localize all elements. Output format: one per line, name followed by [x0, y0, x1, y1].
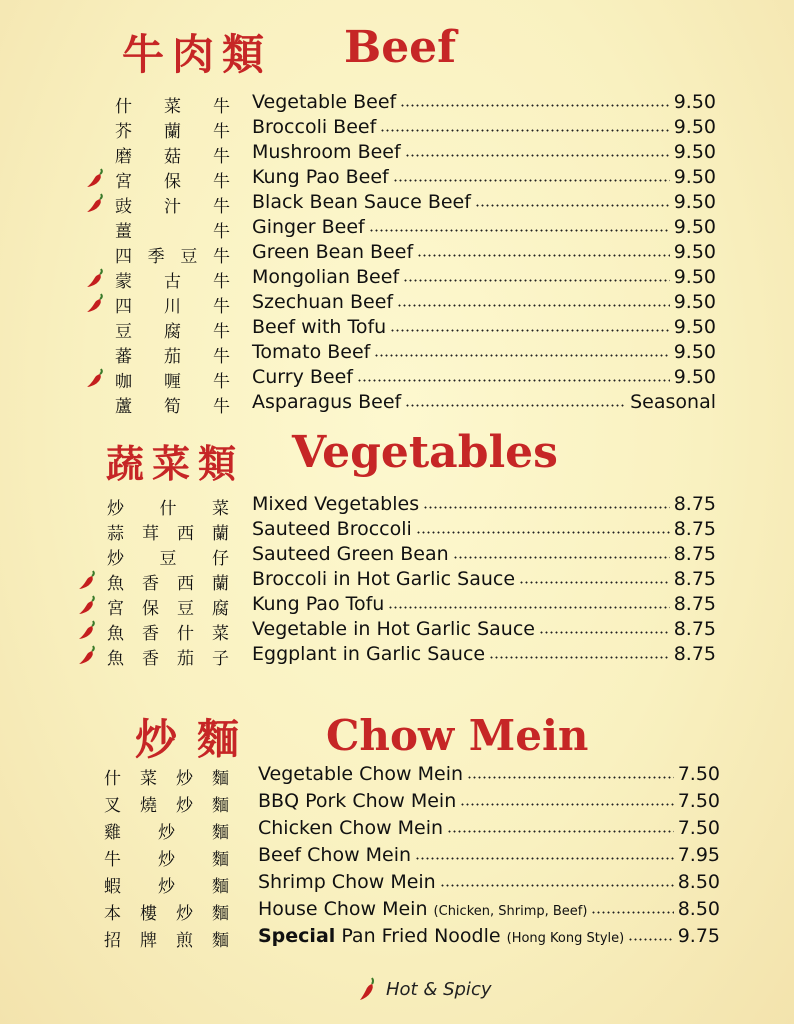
leader-dots: [489, 656, 670, 659]
item-name: [252, 493, 419, 515]
item-price: 8.75: [673, 593, 716, 615]
item-price: 9.50: [673, 341, 716, 363]
item-name-zh: 炒 豆 仔: [107, 549, 229, 569]
leader-dots: [475, 204, 670, 207]
leader-dots: [397, 304, 670, 307]
item-name: [252, 291, 393, 313]
item-price: 8.75: [673, 618, 716, 640]
leader-dots: [400, 104, 669, 107]
leader-dots: [417, 254, 670, 257]
menu-item: [0, 816, 794, 843]
item-name-zh: 炒 什 菜: [107, 499, 229, 519]
item-name: [258, 898, 587, 920]
item-name-text: Chicken Chow Mein: [258, 817, 444, 839]
item-name-text: Vegetable Beef: [252, 91, 397, 113]
item-name-zh: 牛 炒 麵: [104, 850, 229, 870]
item-name: [252, 568, 515, 590]
chili-icon: [77, 645, 99, 665]
menu-item: [0, 90, 794, 115]
item-name-zh: 魚 香 西 蘭: [107, 574, 229, 594]
item-note: (Hong Kong Style): [506, 931, 625, 946]
item-name: [252, 266, 399, 288]
item-price: 7.50: [677, 763, 720, 785]
menu-item: [0, 567, 794, 592]
menu-item: [0, 924, 794, 951]
item-name-zh: 什 菜 牛: [115, 97, 230, 117]
leader-dots: [405, 154, 670, 157]
chili-icon: [85, 193, 107, 213]
leader-dots: [447, 830, 674, 833]
item-name: [252, 241, 413, 263]
item-name-text: Pan Fried Noodle: [341, 925, 501, 947]
chili-icon: [85, 293, 107, 313]
leader-dots: [393, 179, 670, 182]
item-name-zh: 雞 炒 麵: [104, 823, 229, 843]
item-name: [252, 366, 353, 388]
item-name: [258, 925, 624, 947]
menu-item: [0, 542, 794, 567]
item-name: [252, 91, 396, 113]
item-name-text: Black Bean Sauce Beef: [252, 191, 471, 213]
item-name: [252, 166, 389, 188]
item-name-text: Kung Pao Beef: [252, 166, 389, 188]
item-price: 9.75: [677, 925, 720, 947]
item-price: 9.50: [673, 316, 716, 338]
item-name-zh: 招 牌 煎 麵: [104, 931, 229, 951]
leader-dots: [403, 279, 670, 282]
item-price: 9.50: [673, 241, 716, 263]
legend-label: Hot & Spicy: [386, 978, 492, 1000]
item-price: 9.50: [673, 291, 716, 313]
menu-item: [0, 390, 794, 415]
menu-item: [0, 315, 794, 340]
menu-item: [0, 617, 794, 642]
item-name-zh: 芥 蘭 牛: [115, 122, 230, 142]
menu-item: [0, 789, 794, 816]
item-name: [252, 141, 401, 163]
beef-items: [0, 90, 794, 415]
item-price: 9.50: [673, 166, 716, 188]
leader-dots: [405, 404, 626, 407]
item-name-text: BBQ Pork Chow Mein: [258, 790, 457, 812]
item-name-zh: 魚 香 茄 子: [107, 649, 229, 669]
item-price: 9.50: [673, 191, 716, 213]
leader-dots: [467, 776, 674, 779]
menu-item: [0, 290, 794, 315]
chowmein-title-en: Chow Mein: [326, 711, 589, 760]
menu-item: [0, 365, 794, 390]
item-note: (Chicken, Shrimp, Beef): [433, 904, 588, 919]
leader-dots: [357, 379, 670, 382]
menu-item: [0, 190, 794, 215]
item-name: [252, 518, 412, 540]
item-name-text: Green Bean Beef: [252, 241, 414, 263]
item-name: [252, 216, 365, 238]
item-name-text: Broccoli in Hot Garlic Sauce: [252, 568, 516, 590]
legend: [358, 976, 492, 1002]
menu-item: [0, 340, 794, 365]
item-price: 9.50: [673, 116, 716, 138]
leader-dots: [390, 329, 669, 332]
item-price: 8.50: [677, 898, 720, 920]
item-price: 9.50: [673, 366, 716, 388]
menu-item: [0, 843, 794, 870]
item-name: [252, 341, 370, 363]
item-price: 8.50: [677, 871, 720, 893]
item-name-zh: 四 川 牛: [115, 297, 230, 317]
leader-dots: [460, 803, 673, 806]
item-price: 9.50: [673, 216, 716, 238]
item-name-text: Beef Chow Mein: [258, 844, 412, 866]
item-name: [252, 316, 386, 338]
leader-dots: [453, 556, 670, 559]
leader-dots: [415, 857, 674, 860]
beef-section: [0, 12, 794, 415]
leader-dots: [519, 581, 670, 584]
item-name: [252, 618, 535, 640]
leader-dots: [380, 129, 669, 132]
menu-item: [0, 140, 794, 165]
item-name-zh: 豆 腐 牛: [115, 322, 230, 342]
item-price: 9.50: [673, 91, 716, 113]
chili-icon: [358, 976, 380, 1002]
item-name-text: House Chow Mein: [258, 898, 428, 920]
item-name-zh: 宮 保 牛: [115, 172, 230, 192]
item-name: [252, 391, 401, 413]
menu-item: [0, 517, 794, 542]
item-name-text: Sauteed Green Bean: [252, 543, 449, 565]
chili-icon: [85, 268, 107, 288]
item-name-text: Mixed Vegetables: [252, 493, 420, 515]
item-name-text: Vegetable Chow Mein: [258, 763, 464, 785]
chowmein-title-zh: 炒麵: [135, 715, 260, 764]
item-name-zh: 蝦 炒 麵: [104, 877, 229, 897]
vegetables-header: [0, 425, 794, 492]
item-name-text: Asparagus Beef: [252, 391, 402, 413]
item-name-text: Kung Pao Tofu: [252, 593, 385, 615]
item-name: [258, 817, 443, 839]
beef-header: [0, 12, 794, 90]
item-name: [252, 593, 384, 615]
item-name-zh: 什 菜 炒 麵: [104, 769, 229, 789]
menu-item: [0, 592, 794, 617]
item-name: [258, 790, 456, 812]
item-name-zh: 叉 燒 炒 麵: [104, 796, 229, 816]
item-price: 7.50: [677, 817, 720, 839]
item-price: 9.50: [673, 141, 716, 163]
item-name: [252, 116, 376, 138]
leader-dots: [369, 229, 670, 232]
item-name: [252, 643, 485, 665]
vegetables-section: [0, 425, 794, 667]
menu-item: [0, 240, 794, 265]
item-name: [258, 844, 411, 866]
item-name-zh: 豉 汁 牛: [115, 197, 230, 217]
item-name-text: Mongolian Beef: [252, 266, 400, 288]
menu-item: [0, 762, 794, 789]
item-name-zh: 蒙 古 牛: [115, 272, 230, 292]
item-price: Seasonal: [630, 391, 716, 413]
item-name-text: Szechuan Beef: [252, 291, 394, 313]
chowmein-items: [0, 762, 794, 951]
item-price: 7.50: [677, 790, 720, 812]
chili-icon: [85, 168, 107, 188]
item-name: [252, 191, 471, 213]
item-name-zh: 魚 香 什 菜: [107, 624, 229, 644]
item-name-zh: 宮 保 豆 腐: [107, 599, 229, 619]
leader-dots: [539, 631, 670, 634]
leader-dots: [628, 938, 673, 941]
item-name-text: Ginger Beef: [252, 216, 365, 238]
item-name-zh: 磨 菇 牛: [115, 147, 230, 167]
item-price: 8.75: [673, 568, 716, 590]
item-name-zh: 薑 牛: [115, 222, 230, 242]
item-name-text: Eggplant in Garlic Sauce: [252, 643, 486, 665]
leader-dots: [440, 884, 674, 887]
menu-item: [0, 492, 794, 517]
leader-dots: [388, 606, 669, 609]
menu-item: [0, 265, 794, 290]
menu-item: [0, 897, 794, 924]
menu-item: [0, 870, 794, 897]
chowmein-section: [0, 697, 794, 951]
item-name-zh: 蒜 茸 西 蘭: [107, 524, 229, 544]
item-name-zh: 四 季 豆 牛: [115, 247, 230, 267]
chili-icon: [77, 570, 99, 590]
item-name-text: Mushroom Beef: [252, 141, 401, 163]
leader-dots: [423, 506, 670, 509]
item-price: 8.75: [673, 518, 716, 540]
leader-dots: [591, 911, 673, 914]
chili-icon: [77, 620, 99, 640]
item-name-text: Shrimp Chow Mein: [258, 871, 436, 893]
item-price: 8.75: [673, 493, 716, 515]
item-name-zh: 咖 喱 牛: [115, 372, 230, 392]
item-name: [252, 543, 449, 565]
item-name-zh: 蕃 茄 牛: [115, 347, 230, 367]
beef-title-zh: 牛肉類: [122, 30, 273, 79]
menu-item: [0, 215, 794, 240]
item-name-text: Sauteed Broccoli: [252, 518, 412, 540]
item-name-text: Vegetable in Hot Garlic Sauce: [252, 618, 535, 640]
item-name-text: Beef with Tofu: [252, 316, 387, 338]
vegetables-items: [0, 492, 794, 667]
chili-icon: [77, 595, 99, 615]
item-price: 9.50: [673, 266, 716, 288]
item-name-text: Broccoli Beef: [252, 116, 377, 138]
item-name-zh: 蘆 筍 牛: [115, 397, 230, 417]
item-name-zh: 本 樓 炒 麵: [104, 904, 229, 924]
item-name: [258, 871, 436, 893]
menu-item: [0, 115, 794, 140]
item-price: 8.75: [673, 643, 716, 665]
item-name-special: Special: [258, 925, 336, 947]
beef-title-en: Beef: [344, 22, 457, 73]
chowmein-header: [0, 697, 794, 762]
leader-dots: [374, 354, 669, 357]
menu-item: [0, 165, 794, 190]
leader-dots: [416, 531, 670, 534]
item-price: 8.75: [673, 543, 716, 565]
item-name: [258, 763, 463, 785]
item-name-text: Curry Beef: [252, 366, 353, 388]
menu-item: [0, 642, 794, 667]
vegetables-title-en: Vegetables: [292, 427, 558, 478]
item-name-text: Tomato Beef: [252, 341, 371, 363]
chili-icon: [85, 368, 107, 388]
vegetables-title-zh: 蔬菜類: [106, 441, 245, 486]
item-price: 7.95: [677, 844, 720, 866]
